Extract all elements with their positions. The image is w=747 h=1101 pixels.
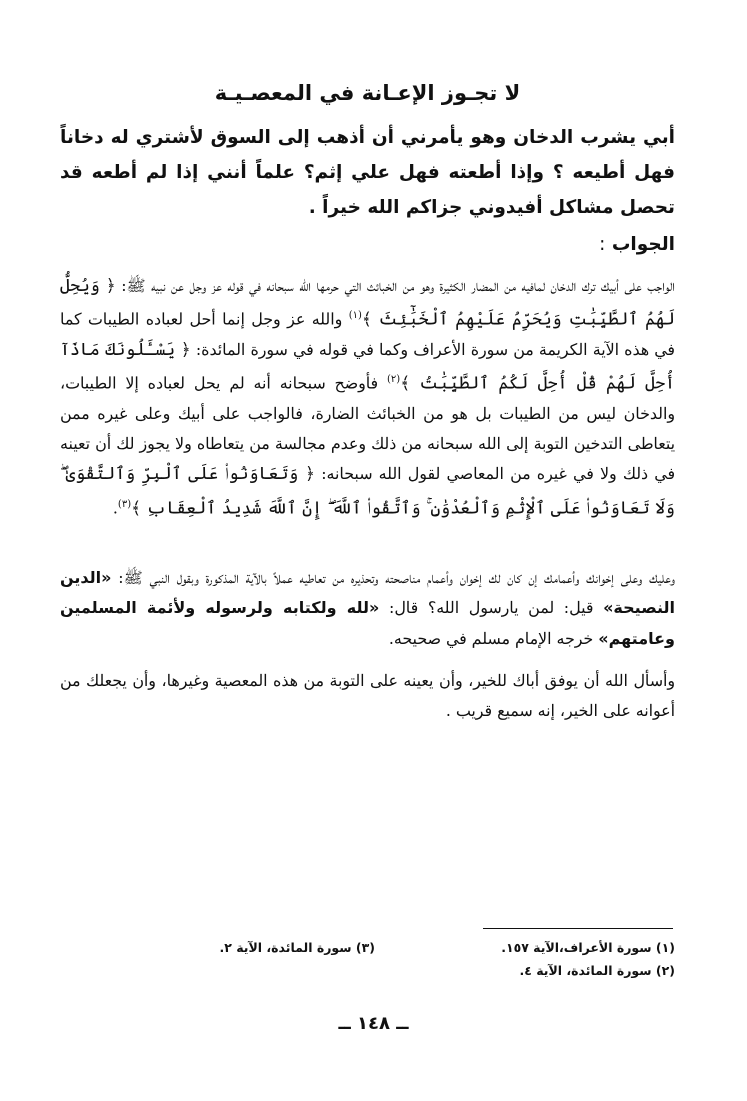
- footnote-ref-1: (١): [348, 310, 362, 322]
- hadith-quote-1: «الدين النصيحة»: [60, 568, 675, 618]
- answer-label-colon: :: [599, 234, 606, 255]
- fatwa-title: لا تجـوز الإعـانة في المعصـيـة: [214, 81, 521, 105]
- answer-label: [60, 229, 675, 261]
- quran-verse-3: ﴿ وَتَعَاوَنُوا۟ عَلَى ٱلْبِرِّ وَٱلتَّقْوَىٰ ۖ وَلَا تَعَاوَنُوا۟ عَلَى ٱلْإِثْمِ وَٱلْعُدْوَٰنِ ۚ وَٱتَّقُوا۟ ٱللَّهَ ۖ إِنَّ ٱللَّهَ شَدِيدُ ٱلْعِقَابِ ﴾: [60, 464, 675, 518]
- footnote-divider: [483, 928, 673, 929]
- answer-paragraph: [60, 271, 675, 523]
- footnote-2: (٢) سورة المائدة، الآية ٤.: [519, 963, 675, 978]
- page-number: ــ ١٤٨ ــ: [338, 1013, 409, 1034]
- closing-paragraph: وأسأل الله أن يوفق أباك للخير، وأن يعينه على التوبة من هذه المعصية وغيرها، وأن يجعلك من أعوانه على الخير، إنه سميع قريب .: [60, 671, 675, 721]
- hadith-source: خرجه الإمام مسلم في صحيحه.: [388, 628, 594, 648]
- footnote-3: (٣) سورة المائدة، الآية ٢.: [219, 940, 375, 955]
- answer-text-2: والله عز وجل إنما أحل لعباده الطيبات كما في هذه الآية الكريمة من سورة الأعراف وكما في قوله في سورة المائدة:: [60, 309, 675, 359]
- quran-verse-1: ﴿ وَيُحِلُّ لَهُمُ ٱلطَّيِّبَٰتِ وَيُحَرِّمُ عَلَيْهِمُ ٱلْخَبَٰٓئِثَ ﴾: [60, 276, 675, 330]
- answer-end-period: .: [112, 497, 118, 517]
- advice-question: قيل: لمن يارسول الله؟ قال:: [389, 598, 594, 618]
- document-page: [60, 78, 675, 727]
- hadith-quote-2: «لله ولكتابه ولرسوله ولأئمة المسلمين وعامتهم»: [60, 598, 675, 648]
- advice-paragraph: [60, 563, 675, 654]
- footnote-1: (١) سورة الأعراف،الآية ١٥٧.: [501, 940, 675, 955]
- footnote-row-2: [120, 959, 675, 982]
- footnote-ref-2: (٢): [387, 374, 401, 386]
- answer-text-3: فأوضح سبحانه أنه لم يحل لعباده إلا الطيبات، والدخان ليس من الطيبات بل هو من الخبائث الضارة، فالواجب على أبيك وعلى غيره ممن يتعاطى التدخين التوبة إلى الله سبحانه من ذلك وعدم مجالسة من يتعاطاه ولا يجوز لك أن تعينه في ذلك ولا في غيره من المعاصي لقول الله سبحانه:: [60, 373, 676, 484]
- footnote-row-1: [120, 936, 675, 959]
- answer-label-text: الجواب: [611, 234, 675, 255]
- quran-verse-2: ﴿ يَسْـَٔلُونَكَ مَاذَآ أُحِلَّ لَهُمْ قُلْ أُحِلَّ لَكُمُ ٱلطَّيِّبَٰتُ ﴾: [60, 339, 675, 394]
- answer-text-1: الواجب على أبيك ترك الدخان لمافيه من المضار الكثيرة وهو من الخبائث التي حرمها الله سبحانه في قوله عز وجل عن نبيه ﷺ:: [121, 276, 675, 295]
- footnotes: [120, 936, 675, 982]
- footnote-ref-3: (٣): [117, 498, 132, 510]
- advice-text: وعليك وعلى إخوانك وأعمامك إن كان لك إخوان وأعمام مناصحته وتحذيره من تعاطيه عملاً بالآية المذكورة وبقول النبي ﷺ:: [118, 568, 675, 588]
- question-text: أبي يشرب الدخان وهو يأمرني أن أذهب إلى السوق لأشتري له دخاناً فهل أطيعه ؟ وإذا أطعته فهل علي إثم؟ علماً أنني إذا لم أطعه قد تحصل مشاكل أفيدوني جزاكم الله خيراً .: [60, 127, 675, 218]
